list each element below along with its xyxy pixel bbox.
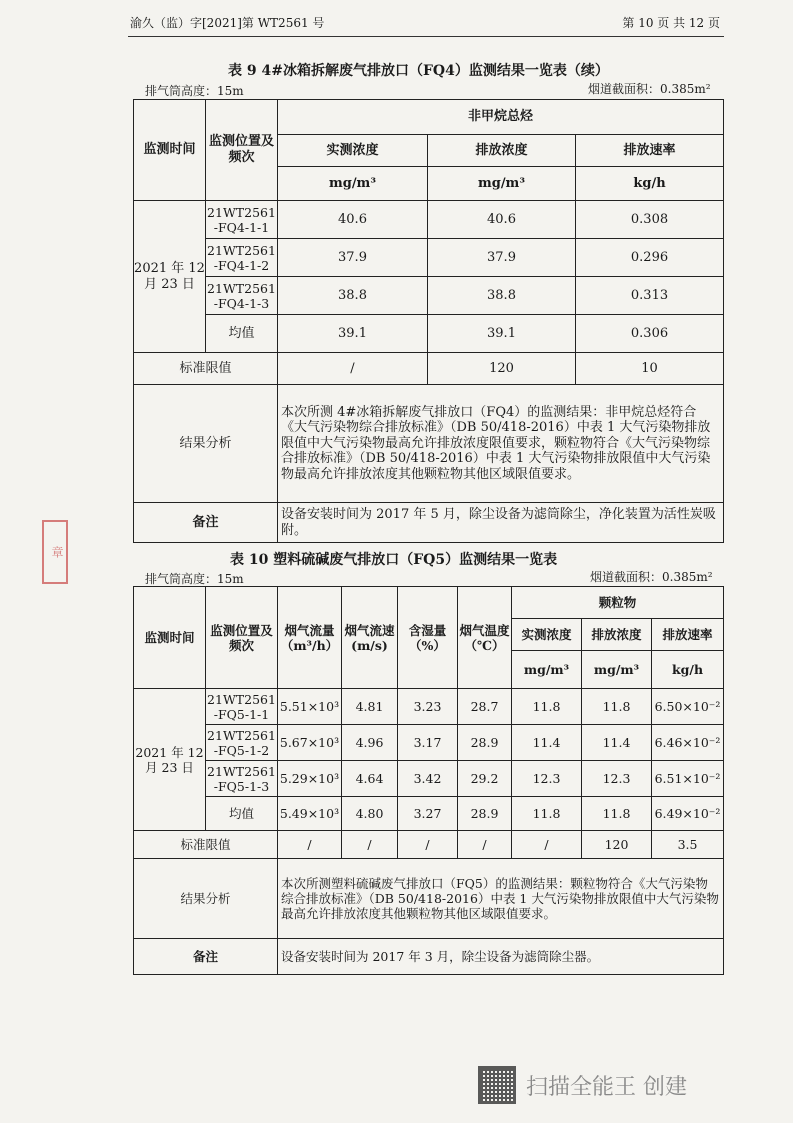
table10-temp-3: 29.2: [458, 761, 512, 797]
table10-avg-temp: 28.9: [458, 797, 512, 831]
table-row: [134, 277, 724, 315]
table10-limit-temp: /: [458, 831, 512, 859]
table9-pos-1: 21WT2561 -FQ4-1-1: [206, 201, 278, 239]
table10-remark-text: 设备安装时间为 2017 年 3 月，除尘设备为滤筒除尘器。: [278, 939, 724, 975]
table9-measured-2: 37.9: [278, 239, 428, 277]
table10-flow-3: 5.29×10³: [278, 761, 342, 797]
table10-flow-2: 5.67×10³: [278, 725, 342, 761]
table9-conc-1: 40.6: [428, 201, 576, 239]
table9-conc-3: 38.8: [428, 277, 576, 315]
table10-avg-label: 均值: [206, 797, 278, 831]
table10-stack-height: 排气筒高度：15m: [145, 572, 244, 586]
table9-analysis-text: 本次所测 4#冰箱拆解废气排放口（FQ4）的监测结果：非甲烷总烃符合《大气污染物综合排放标准》（DB 50/418-2016）中表 1 大气污染物排放限值中大气污染物最高允许排放浓度限值要求，颗粒物符合《大气污染物综合排放标准》（DB 50/418-2016）中表 1 大气污染物排放限值中大气污染物最高允许排放浓度其他颗粒物其他区域限值要求。: [278, 385, 724, 503]
table9-limit-conc: 120: [428, 353, 576, 385]
header-divider: [128, 36, 724, 37]
table-row: [134, 831, 724, 859]
table10-analysis-text: 本次所测塑料硫碱废气排放口（FQ5）的监测结果：颗粒物符合《大气污染物综合排放标准》（DB 50/418-2016）中表 1 大气污染物排放限值中大气污染物最高允许排放浓度其他颗粒物其他区域限值要求。: [278, 859, 724, 939]
table10-header-time: 监测时间: [134, 587, 206, 689]
table10-header-emission-conc: 排放浓度: [582, 619, 652, 651]
table10-conc-1: 11.8: [582, 689, 652, 725]
table10-header-measured: 实测浓度: [512, 619, 582, 651]
table9-unit-rate: kg/h: [576, 167, 724, 201]
document-number: 渝久（监）字[2021]第 WT2561 号: [130, 16, 325, 30]
table10-header-flow: 烟气流量 （m³/h）: [278, 587, 342, 689]
table9-measured-1: 40.6: [278, 201, 428, 239]
table10-avg-moist: 3.27: [398, 797, 458, 831]
table9-rate-2: 0.296: [576, 239, 724, 277]
scanner-footer: [478, 1066, 687, 1104]
table9-unit-measured: mg/m³: [278, 167, 428, 201]
table9-limit-label: 标准限值: [134, 353, 278, 385]
table-row: [134, 689, 724, 725]
scanner-app-label: 扫描全能王 创建: [526, 1074, 687, 1100]
table9-pos-2: 21WT2561 -FQ4-1-2: [206, 239, 278, 277]
table10-speed-2: 4.96: [342, 725, 398, 761]
table10-moist-1: 3.23: [398, 689, 458, 725]
table10-avg-rate: 6.49×10⁻²: [652, 797, 724, 831]
table10-unit-rate: kg/h: [652, 651, 724, 689]
table10: [133, 586, 724, 975]
table10-pos-2: 21WT2561 -FQ5-1-2: [206, 725, 278, 761]
table10-avg-conc: 11.8: [582, 797, 652, 831]
table9-avg-measured: 39.1: [278, 315, 428, 353]
seal-stamp: 章: [42, 520, 68, 584]
table-row: [134, 503, 724, 543]
table10-header-moisture: 含湿量 （%）: [398, 587, 458, 689]
table10-temp-2: 28.9: [458, 725, 512, 761]
table10-limit-measured: /: [512, 831, 582, 859]
page-header: [130, 14, 720, 31]
table10-limit-speed: /: [342, 831, 398, 859]
table10-avg-speed: 4.80: [342, 797, 398, 831]
table10-header-pollutant: 颗粒物: [512, 587, 724, 619]
table-row: [134, 939, 724, 975]
table9-flue-area: 烟道截面积：0.385m²: [588, 82, 711, 96]
qr-code-icon: [478, 1066, 516, 1104]
table-row: [134, 725, 724, 761]
table9-date: 2021 年 12月 23 日: [134, 201, 206, 353]
table9-rate-1: 0.308: [576, 201, 724, 239]
table-row: [134, 201, 724, 239]
table10-measured-3: 12.3: [512, 761, 582, 797]
page-number: 第 10 页 共 12 页: [622, 16, 720, 30]
table10-rate-2: 6.46×10⁻²: [652, 725, 724, 761]
table10-header-temp: 烟气温度 （℃）: [458, 587, 512, 689]
table10-limit-label: 标准限值: [134, 831, 278, 859]
table9-header-pollutant: 非甲烷总烃: [278, 100, 724, 135]
table9-header-measured: 实测浓度: [278, 135, 428, 167]
table10-moist-2: 3.17: [398, 725, 458, 761]
table9-header-position: 监测位置及频次: [206, 100, 278, 201]
table9-measured-3: 38.8: [278, 277, 428, 315]
table9-remark-text: 设备安装时间为 2017 年 5 月，除尘设备为滤筒除尘，净化装置为活性炭吸附。: [278, 503, 724, 543]
table10-rate-1: 6.50×10⁻²: [652, 689, 724, 725]
table10-temp-1: 28.7: [458, 689, 512, 725]
table10-moist-3: 3.42: [398, 761, 458, 797]
table10-measured-2: 11.4: [512, 725, 582, 761]
table9-analysis-label: 结果分析: [134, 385, 278, 503]
table9-header-emission-conc: 排放浓度: [428, 135, 576, 167]
table10-header-position: 监测位置及频次: [206, 587, 278, 689]
table9-header-emission-rate: 排放速率: [576, 135, 724, 167]
table9-limit-measured: /: [278, 353, 428, 385]
table9-avg-rate: 0.306: [576, 315, 724, 353]
table10-conc-3: 12.3: [582, 761, 652, 797]
table9-pos-3: 21WT2561 -FQ4-1-3: [206, 277, 278, 315]
table10-limit-moist: /: [398, 831, 458, 859]
table-row: [134, 797, 724, 831]
table10-limit-rate: 3.5: [652, 831, 724, 859]
table-row: [134, 385, 724, 503]
table10-speed-3: 4.64: [342, 761, 398, 797]
table9-avg-conc: 39.1: [428, 315, 576, 353]
table10-avg-flow: 5.49×10³: [278, 797, 342, 831]
table10-title: 表 10 塑料硫碱废气排放口（FQ5）监测结果一览表: [230, 552, 558, 568]
table9-header-time: 监测时间: [134, 100, 206, 201]
table-row: [134, 859, 724, 939]
table10-limit-flow: /: [278, 831, 342, 859]
table9-conc-2: 37.9: [428, 239, 576, 277]
table10-flow-1: 5.51×10³: [278, 689, 342, 725]
table10-measured-1: 11.8: [512, 689, 582, 725]
table-row: [134, 761, 724, 797]
table-row: [134, 239, 724, 277]
table9-stack-height: 排气筒高度：15m: [145, 84, 244, 98]
table10-limit-conc: 120: [582, 831, 652, 859]
table10-pos-3: 21WT2561 -FQ5-1-3: [206, 761, 278, 797]
table10-conc-2: 11.4: [582, 725, 652, 761]
table9-limit-rate: 10: [576, 353, 724, 385]
table-row: [134, 315, 724, 353]
table10-unit-conc: mg/m³: [582, 651, 652, 689]
table10-remark-label: 备注: [134, 939, 278, 975]
table10-analysis-label: 结果分析: [134, 859, 278, 939]
table10-flue-area: 烟道截面积：0.385m²: [590, 570, 713, 584]
table9-title: 表 9 4#冰箱拆解废气排放口（FQ4）监测结果一览表（续）: [228, 63, 609, 79]
table10-header-emission-rate: 排放速率: [652, 619, 724, 651]
table10-unit-measured: mg/m³: [512, 651, 582, 689]
table9-rate-3: 0.313: [576, 277, 724, 315]
table9: [133, 99, 724, 543]
table10-rate-3: 6.51×10⁻²: [652, 761, 724, 797]
table9-unit-conc: mg/m³: [428, 167, 576, 201]
table10-date: 2021 年 12月 23 日: [134, 689, 206, 831]
table10-avg-measured: 11.8: [512, 797, 582, 831]
table10-pos-1: 21WT2561 -FQ5-1-1: [206, 689, 278, 725]
table10-speed-1: 4.81: [342, 689, 398, 725]
table-row: [134, 353, 724, 385]
table9-avg-label: 均值: [206, 315, 278, 353]
table9-remark-label: 备注: [134, 503, 278, 543]
table10-header-speed: 烟气流速 (m/s): [342, 587, 398, 689]
